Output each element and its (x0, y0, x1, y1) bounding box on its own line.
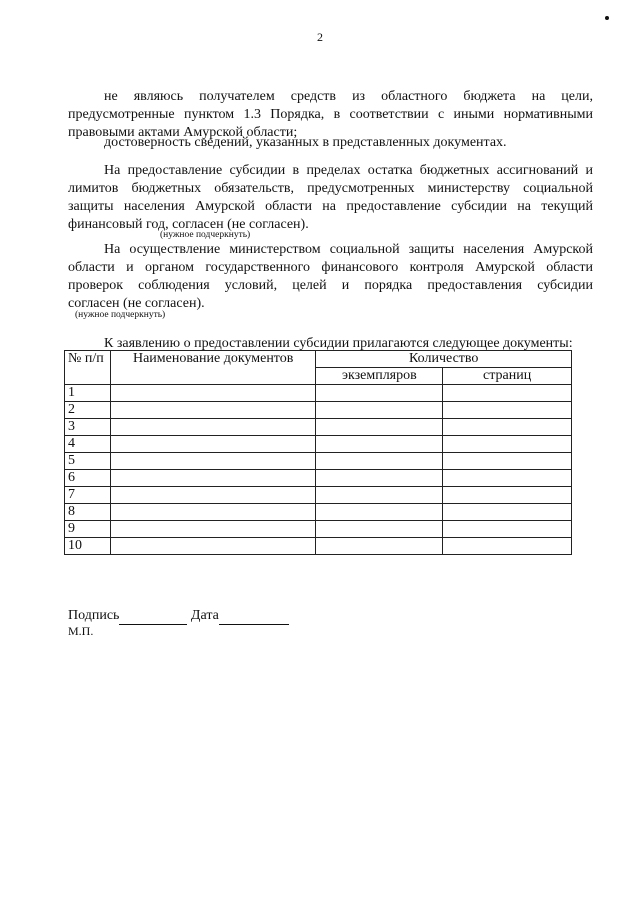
row-number: 1 (65, 385, 111, 402)
row-number: 2 (65, 402, 111, 419)
signature-label: Подпись (68, 608, 120, 623)
note-underline-2: (нужное подчеркнуть) (75, 310, 166, 320)
paragraph-inspection-consent: На осуществление министерством социальной защиты населения Амурской области и органом государственного финансового контроля Амурской области проверок соблюдения условий, целей и порядка предоставления субсидии согласен (не согласен). (68, 242, 593, 311)
doc-name-cell (110, 487, 316, 504)
table-row (65, 385, 572, 402)
copies-cell (316, 402, 443, 419)
signature-blank (119, 610, 187, 625)
pages-cell (443, 453, 572, 470)
copies-cell (316, 419, 443, 436)
doc-name-cell (110, 538, 316, 555)
doc-name-cell (110, 385, 316, 402)
header-document-name: Наименование документов (110, 351, 316, 385)
row-number: 5 (65, 453, 111, 470)
date-label: Дата (190, 608, 219, 623)
stamp-label: М.П. (68, 624, 94, 638)
doc-name-cell (110, 436, 316, 453)
row-number: 7 (65, 487, 111, 504)
pages-cell (443, 385, 572, 402)
row-number: 8 (65, 504, 111, 521)
row-number: 6 (65, 470, 111, 487)
table-row (65, 487, 572, 504)
doc-name-cell (110, 402, 316, 419)
header-pages: страниц (443, 368, 572, 385)
table-row (65, 470, 572, 487)
row-number: 9 (65, 521, 111, 538)
pages-cell (443, 521, 572, 538)
doc-name-cell (110, 521, 316, 538)
copies-cell (316, 453, 443, 470)
doc-name-cell (110, 419, 316, 436)
pages-cell (443, 487, 572, 504)
copies-cell (316, 538, 443, 555)
date-blank (219, 610, 289, 625)
header-quantity: Количество (316, 351, 572, 368)
pages-cell (443, 436, 572, 453)
pages-cell (443, 504, 572, 521)
copies-cell (316, 436, 443, 453)
copies-cell (316, 487, 443, 504)
doc-name-cell (110, 470, 316, 487)
paragraph-accuracy: достоверность сведений, указанных в представленных документах. (104, 135, 507, 150)
paragraph-subsidy-consent: На предоставление субсидии в пределах остатка бюджетных ассигнований и лимитов бюджетных обязательств, предусмотренных министерству социальной защиты населения Амурской области на предоставление субсидии на текущий финансовый год, согласен (не согласен). (68, 163, 593, 232)
doc-name-cell (110, 453, 316, 470)
row-number: 4 (65, 436, 111, 453)
copies-cell (316, 521, 443, 538)
row-number: 3 (65, 419, 111, 436)
table-row (65, 453, 572, 470)
copies-cell (316, 470, 443, 487)
table-row (65, 419, 572, 436)
table-row (65, 538, 572, 555)
note-underline-1: (нужное подчеркнуть) (160, 230, 251, 240)
signature-block (68, 607, 289, 625)
copies-cell (316, 385, 443, 402)
header-copies: экземпляров (316, 368, 443, 385)
table-row (65, 504, 572, 521)
row-number: 10 (65, 538, 111, 555)
pages-cell (443, 470, 572, 487)
scan-dot (605, 16, 609, 20)
table-row (65, 521, 572, 538)
attachments-intro: К заявлению о предоставлении субсидии прилагаются следующее документы: (104, 336, 573, 351)
pages-cell (443, 402, 572, 419)
doc-name-cell (110, 504, 316, 521)
copies-cell (316, 504, 443, 521)
table-row (65, 402, 572, 419)
pages-cell (443, 419, 572, 436)
paragraph-not-recipient: не являюсь получателем средств из областного бюджета на цели, предусмотренные пунктом 1.3 Порядка, в соответствии с иными нормативными правовыми актами Амурской области; (68, 89, 593, 140)
table-row (65, 436, 572, 453)
header-number: № п/п (65, 351, 111, 385)
pages-cell (443, 538, 572, 555)
attachments-table (64, 350, 572, 555)
page-number: 2 (317, 30, 323, 44)
